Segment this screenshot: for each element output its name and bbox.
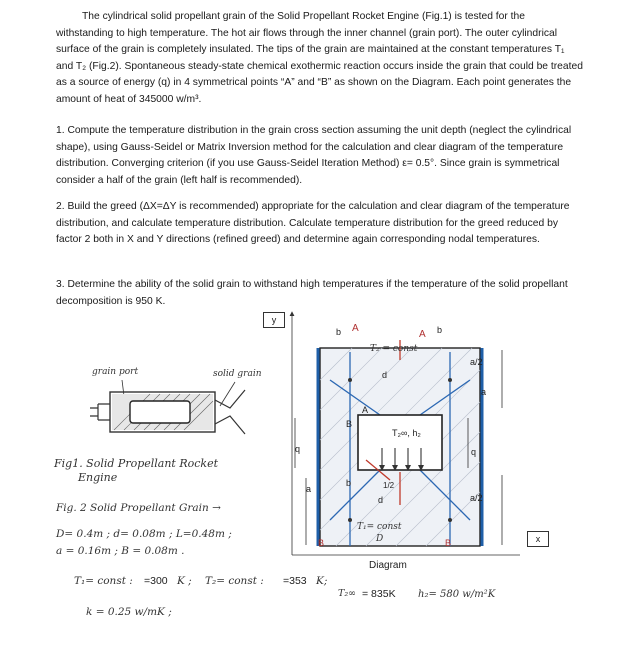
a-half-bottom-label: a/2 xyxy=(470,493,483,503)
inner-channel-label: T₂∞, h₂ xyxy=(392,428,421,438)
t-infinity-value: = 835K xyxy=(362,588,396,600)
solid-grain-label: solid grain xyxy=(213,369,262,379)
grain-cross-section xyxy=(270,300,520,585)
task-3-paragraph: 3. Determine the ability of the solid grain to withstand high temperatures if the temperature of the solid propellant decomposition is 950 K. xyxy=(56,279,568,307)
fig2-caption: Fig. 2 Solid Propellant Grain → xyxy=(56,502,221,514)
rocket-engine-drawing xyxy=(80,378,280,448)
q-left-label: q xyxy=(295,444,301,454)
h-coefficient: h₂= 580 w/m²K xyxy=(418,589,496,600)
label-B-right: B xyxy=(445,538,452,548)
half-mark: 1/2 xyxy=(383,481,395,490)
label-A-inner: A xyxy=(362,405,369,415)
diagram-title: Diagram xyxy=(369,560,407,571)
dimensions-line-1: D= 0.4m ; d= 0.08m ; L=0.48m ; xyxy=(56,528,232,540)
t1-const-label: T₁= const xyxy=(357,522,402,532)
fig1-caption-line2: Engine xyxy=(78,471,118,484)
label-A-top-right: A xyxy=(419,329,426,340)
t1-label: T₁= const : xyxy=(74,575,133,587)
t2-label: T₂= const : xyxy=(205,575,264,587)
t2-value: =353 xyxy=(283,575,307,587)
k-conductivity: k = 0.25 w/mK ; xyxy=(86,606,172,618)
t-infinity-label: T₂∞ xyxy=(338,588,357,599)
intro-paragraph: The cylindrical solid propellant grain of the Solid Propellant Rocket Engine (Fig.1) is tested for the withstanding to high temperature. The hot air flows through the inner channel (grain port). The outer cylindrical surface of the grain is completely insulated. The tips of the grain are maintained at the constant temperatures T₁ and T₂ (Fig.2). Spontaneous steady-state chemical exothermic reaction occurs inside the grain that could be treated as a source of energy (q) in 4 symmetrical points “A” and “B” as shown on the Diagram. Each point generates the amount of heat of 345000 w/m³. xyxy=(56,11,583,105)
q-right-label: q xyxy=(471,447,477,457)
D-bottom-label: D xyxy=(376,534,384,544)
label-b-inner: b xyxy=(346,478,352,488)
d-top-label: d xyxy=(382,370,388,380)
label-b-top-left: b xyxy=(336,327,342,337)
grain-port-label: grain port xyxy=(92,367,139,377)
a-right-label: a xyxy=(481,387,487,397)
t2-const-label: T₂ = const xyxy=(370,344,418,354)
t2-unit: K; xyxy=(316,575,328,587)
label-B-inner: B xyxy=(346,419,353,429)
task-2-paragraph: 2. Build the greed (ΔX=ΔY is recommended) appropriate for the calculation and clear diagram of the temperature distribution, and calculate temperature distribution. Calculate temperature distribution for the greed reduced by factor 2 both in X and Y directions (refined greed) and determine again corresponding nodal temperatures. xyxy=(56,201,570,246)
fig1-caption-line1: Fig1. Solid Propellant Rocket xyxy=(54,457,219,470)
task-1-paragraph: 1. Compute the temperature distribution in the grain cross section assuming the unit depth (neglect the cylindrical shape), using Gauss-Seidel or Matrix Inversion method for the calculation and clear diagram of the temperature distribution. Converging criterion (if you use Gauss-Seidel Iteration Method) ε= 0.5°. Since grain is symmetrical consider a half of the grain (left half is recommended). xyxy=(56,125,572,186)
x-axis-box: x xyxy=(527,531,549,547)
dimensions-line-2: a = 0.16m ; B = 0.08m . xyxy=(56,545,185,557)
d-bottom-label: d xyxy=(378,495,384,505)
a-left-label: a xyxy=(306,484,312,494)
label-b-top-right: b xyxy=(437,325,443,335)
label-A-top-left: A xyxy=(352,323,359,334)
t1-unit: K ; xyxy=(177,575,192,587)
a-half-top-label: a/2 xyxy=(470,357,483,367)
t1-value: =300 xyxy=(144,575,168,587)
y-axis-box: y xyxy=(263,312,285,328)
label-B-left: B xyxy=(318,538,325,548)
